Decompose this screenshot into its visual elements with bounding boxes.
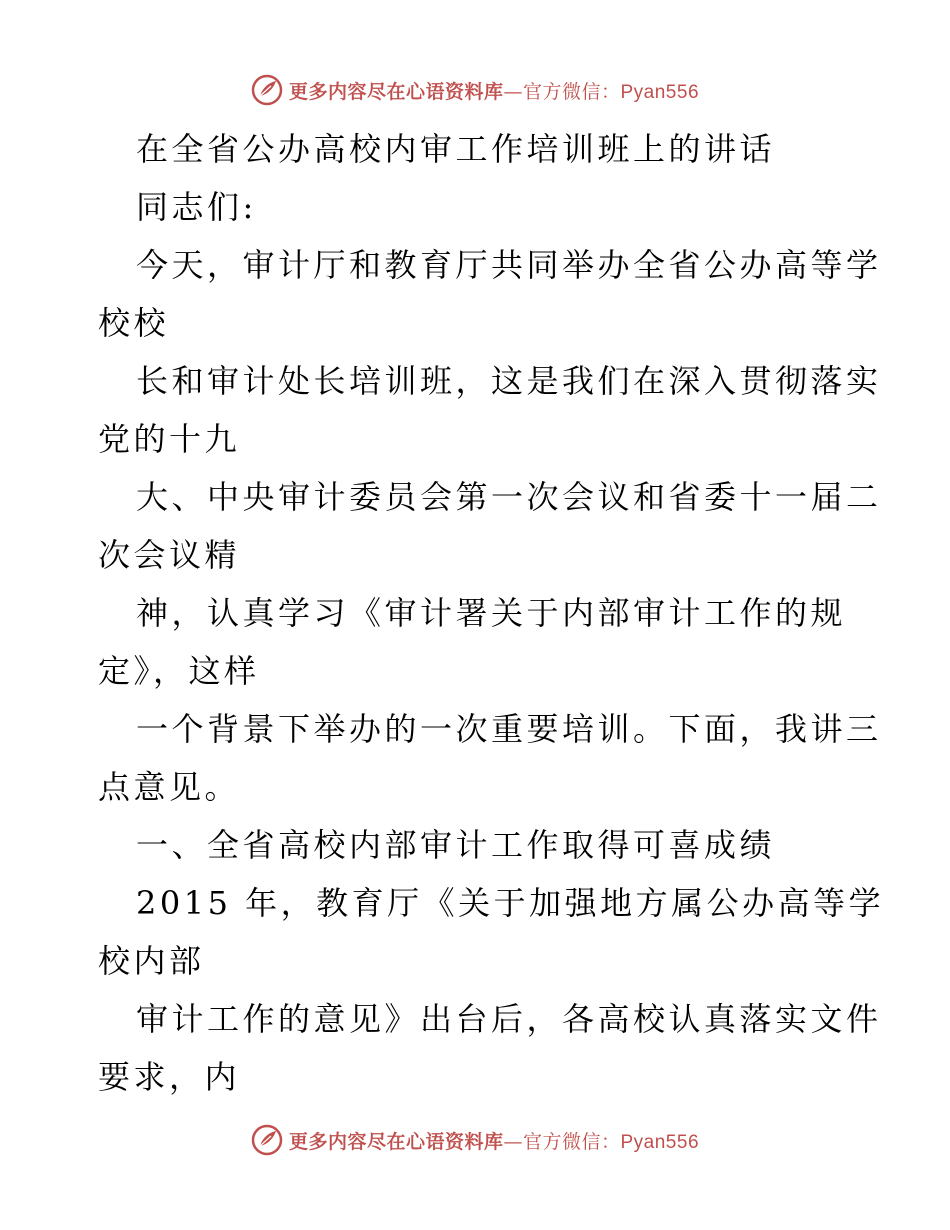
watermark-text: 更多内容尽在心语资料库—官方微信：Pyan556 (288, 1130, 700, 1153)
paragraph-line: 点意见。 (98, 768, 241, 806)
paragraph-line: 同志们: (136, 188, 257, 226)
paragraph-line: 次会议精 (98, 536, 241, 574)
paragraph-line: 长和审计处长培训班，这是我们在深入贯彻落实 (136, 362, 882, 400)
footer-watermark (0, 1122, 950, 1158)
header-watermark (0, 72, 950, 108)
paragraph-line: 要求，内 (98, 1058, 241, 1096)
paragraph-line: 神，认真学习《审计署关于内部审计工作的规 (136, 594, 847, 632)
paragraph-line: 校校 (98, 304, 170, 342)
red-leaf-logo-icon (251, 74, 283, 106)
red-leaf-logo-icon (251, 1124, 283, 1156)
paragraph-line: 今天，审计厅和教育厅共同举办全省公办高等学 (136, 246, 882, 284)
paragraph-line: 定》，这样 (98, 652, 260, 690)
document-title: 在全省公办高校内审工作培训班上的讲话 (136, 130, 776, 168)
paragraph-line: 校内部 (98, 942, 205, 980)
paragraph-line: 审计工作的意见》出台后，各高校认真落实文件 (136, 1000, 882, 1038)
paragraph-line: 2015 年，教育厅《关于加强地方属公办高等学 (136, 884, 885, 922)
paragraph-line: 一个背景下举办的一次重要培训。下面，我讲三 (136, 710, 882, 748)
watermark-text: 更多内容尽在心语资料库—官方微信：Pyan556 (288, 80, 700, 103)
document-body (98, 120, 885, 1106)
section-heading: 一、全省高校内部审计工作取得可喜成绩 (136, 826, 776, 864)
paragraph-line: 大、中央审计委员会第一次会议和省委十一届二 (136, 478, 882, 516)
paragraph-line: 党的十九 (98, 420, 241, 458)
